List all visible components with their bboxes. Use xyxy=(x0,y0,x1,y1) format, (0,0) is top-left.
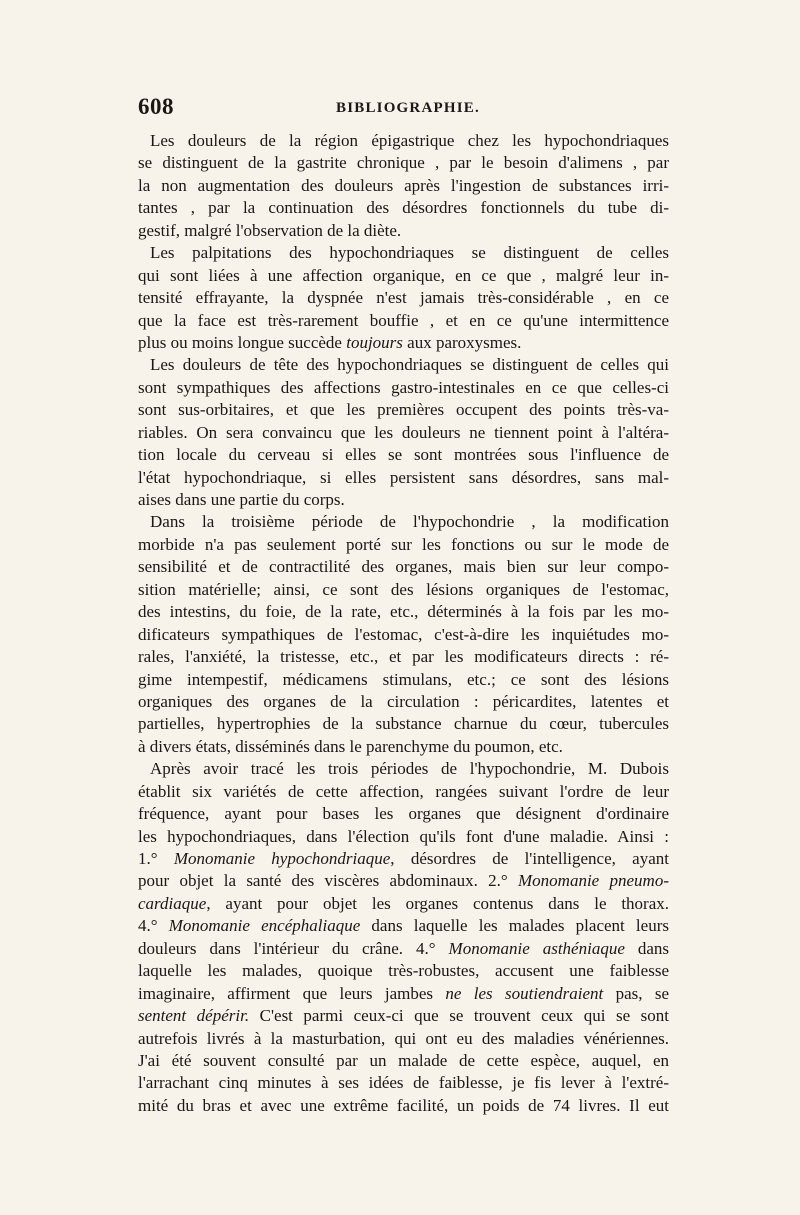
text-line xyxy=(138,1028,669,1050)
text-run: laquelle les malades, quoique très-robustes, accusent une faiblesse xyxy=(138,961,669,981)
text-line xyxy=(138,758,669,780)
text-run: la non augmentation des douleurs après l'ingestion de substances irri- xyxy=(138,175,669,195)
text-run: qui sont liées à une affection organique, en ce que , malgré leur in- xyxy=(138,265,669,285)
italic-run: Monomanie pneumo- xyxy=(518,871,669,891)
text-line xyxy=(138,534,669,556)
running-head xyxy=(138,94,670,128)
text-run: à divers états, disséminés dans le parenchyme du poumon, etc. xyxy=(138,736,563,756)
text-line xyxy=(138,781,669,803)
text-run: partielles, hypertrophies de la substance charnue du cœur, tubercules xyxy=(138,714,669,734)
text-line xyxy=(138,197,669,219)
text-run: sont sympathiques des affections gastro-intestinales en ce que celles-ci xyxy=(138,377,669,397)
italic-run: Monomanie asthéniaque xyxy=(448,938,625,958)
body-text xyxy=(138,130,669,1117)
text-run: sensibilité et de contractilité des organes, mais bien sur leur compo- xyxy=(138,557,669,577)
text-run: morbide n'a pas seulement porté sur les fonctions ou sur le mode de xyxy=(138,534,669,554)
text-line xyxy=(138,870,669,892)
text-run: pour objet la santé des viscères abdominaux. 2.° xyxy=(138,871,518,891)
text-line xyxy=(138,646,669,668)
text-run: établit six variétés de cette affection, rangées suivant l'ordre de leur xyxy=(138,781,669,801)
text-run: organiques des organes de la circulation : péricardites, latentes et xyxy=(138,691,669,711)
text-line xyxy=(138,310,669,332)
text-run: Les douleurs de la région épigastrique chez les hypochondriaques xyxy=(150,131,669,150)
text-run: aux paroxysmes. xyxy=(402,332,522,352)
text-line xyxy=(138,220,669,242)
text-run: dans laquelle les malades placent leurs xyxy=(360,916,669,936)
italic-run: Monomanie encéphaliaque xyxy=(168,916,361,936)
text-line xyxy=(138,848,669,870)
text-line xyxy=(138,467,669,489)
text-run: plus ou moins longue succède xyxy=(138,332,347,352)
text-run: Les palpitations des hypochondriaques se distinguent de celles xyxy=(150,243,669,263)
text-run: aises dans une partie du corps. xyxy=(138,490,345,509)
text-run: riables. On sera convaincu que les douleurs ne tiennent point à l'altéra- xyxy=(138,422,669,442)
text-run: se distinguent de la gastrite chronique , par le besoin d'alimens , par xyxy=(138,153,669,173)
text-line xyxy=(138,422,669,444)
italic-run: sentent dépérir. xyxy=(138,1006,250,1026)
text-line xyxy=(138,826,669,848)
text-line xyxy=(138,377,669,399)
text-line xyxy=(138,130,669,152)
text-line xyxy=(138,354,669,376)
text-run: tantes , par la continuation des désordres fonctionnels du tube di- xyxy=(138,198,669,218)
text-line xyxy=(138,556,669,578)
text-line xyxy=(138,175,669,197)
text-line xyxy=(138,915,669,937)
text-run: autrefois livrés à la masturbation, qui ont eu des maladies vénériennes. xyxy=(138,1028,669,1048)
text-run: pas, se xyxy=(603,983,669,1003)
text-line xyxy=(138,803,669,825)
text-line xyxy=(138,242,669,264)
text-run: , ayant pour objet les organes contenus dans le thorax. xyxy=(206,893,669,913)
text-run: , désordres de l'intelligence, ayant xyxy=(390,849,669,868)
text-line xyxy=(138,444,669,466)
text-run: J'ai été souvent consulté par un malade de cette espèce, auquel, en xyxy=(138,1050,669,1070)
text-run: gime intempestif, médicamens stimulans, etc.; ce sont des lésions xyxy=(138,669,669,689)
text-line xyxy=(138,287,669,309)
text-line xyxy=(138,1050,669,1072)
text-line xyxy=(138,265,669,287)
italic-run: Monomanie hypochondriaque xyxy=(173,849,391,868)
text-line xyxy=(138,332,669,354)
text-run: 4.° xyxy=(138,916,169,936)
text-run: dificateurs sympathiques de l'estomac, c'est-à-dire les inquiétudes mo- xyxy=(138,624,669,644)
text-line xyxy=(138,713,669,735)
text-run: les hypochondriaques, dans l'élection qu'ils font d'une maladie. Ainsi : xyxy=(138,826,669,846)
text-line xyxy=(138,893,669,915)
text-line xyxy=(138,152,669,174)
italic-run: cardiaque xyxy=(138,893,207,913)
text-line xyxy=(138,399,669,421)
page-number: 608 xyxy=(138,94,174,119)
text-line xyxy=(138,1095,669,1117)
text-line xyxy=(138,1005,669,1027)
text-line xyxy=(138,579,669,601)
text-run: Dans la troisième période de l'hypochondrie , la modification xyxy=(150,512,669,532)
text-line xyxy=(138,691,669,713)
text-line xyxy=(138,511,669,533)
text-run: l'arrachant cinq minutes à ses idées de faiblesse, je fis lever à l'extré- xyxy=(138,1073,669,1093)
italic-run: ne les soutiendraient xyxy=(445,983,604,1003)
running-title: BIBLIOGRAPHIE. xyxy=(336,100,480,116)
text-run: gestif, malgré l'observation de la diète. xyxy=(138,220,402,240)
text-line xyxy=(138,960,669,982)
text-run: Les douleurs de tête des hypochondriaques se distinguent de celles qui xyxy=(150,355,669,375)
text-run: fréquence, ayant pour bases les organes que désignent d'ordinaire xyxy=(138,804,669,824)
text-line xyxy=(138,669,669,691)
text-run: sition matérielle; ainsi, ce sont des lésions organiques de l'estomac, xyxy=(138,579,669,599)
text-line xyxy=(138,624,669,646)
text-run: imaginaire, affirment que leurs jambes xyxy=(138,983,446,1003)
text-line xyxy=(138,938,669,960)
text-run: des intestins, du foie, de la rate, etc., déterminés à la fois par les mo- xyxy=(138,602,669,622)
text-run: rales, l'anxiété, la tristesse, etc., et par les modificateurs directs : ré- xyxy=(138,647,669,667)
text-run: 1.° xyxy=(138,849,174,868)
text-line xyxy=(138,489,669,511)
text-run: C'est parmi ceux-ci que se trouvent ceux qui se sont xyxy=(249,1006,669,1026)
text-run: que la face est très-rarement bouffie , et en ce qu'une intermittence xyxy=(138,310,669,330)
text-line xyxy=(138,1072,669,1094)
text-run: Après avoir tracé les trois périodes de l'hypochondrie, M. Dubois xyxy=(150,759,669,779)
text-run: douleurs dans l'intérieur du crâne. 4.° xyxy=(138,938,449,958)
text-run: tion locale du cerveau si elles se sont montrées sous l'influence de xyxy=(138,445,669,465)
text-run: l'état hypochondriaque, si elles persistent sans désordres, sans mal- xyxy=(138,467,669,487)
text-run: tensité effrayante, la dyspnée n'est jamais très-considérable , en ce xyxy=(138,288,669,308)
text-run: mité du bras et avec une extrême facilité, un poids de 74 livres. Il eut xyxy=(138,1095,669,1115)
text-run: dans xyxy=(624,938,669,958)
italic-run: toujours xyxy=(346,332,403,352)
text-line xyxy=(138,983,669,1005)
text-line xyxy=(138,601,669,623)
text-run: sont sus-orbitaires, et que les premières occupent des points très-va- xyxy=(138,400,669,420)
text-line xyxy=(138,736,669,758)
